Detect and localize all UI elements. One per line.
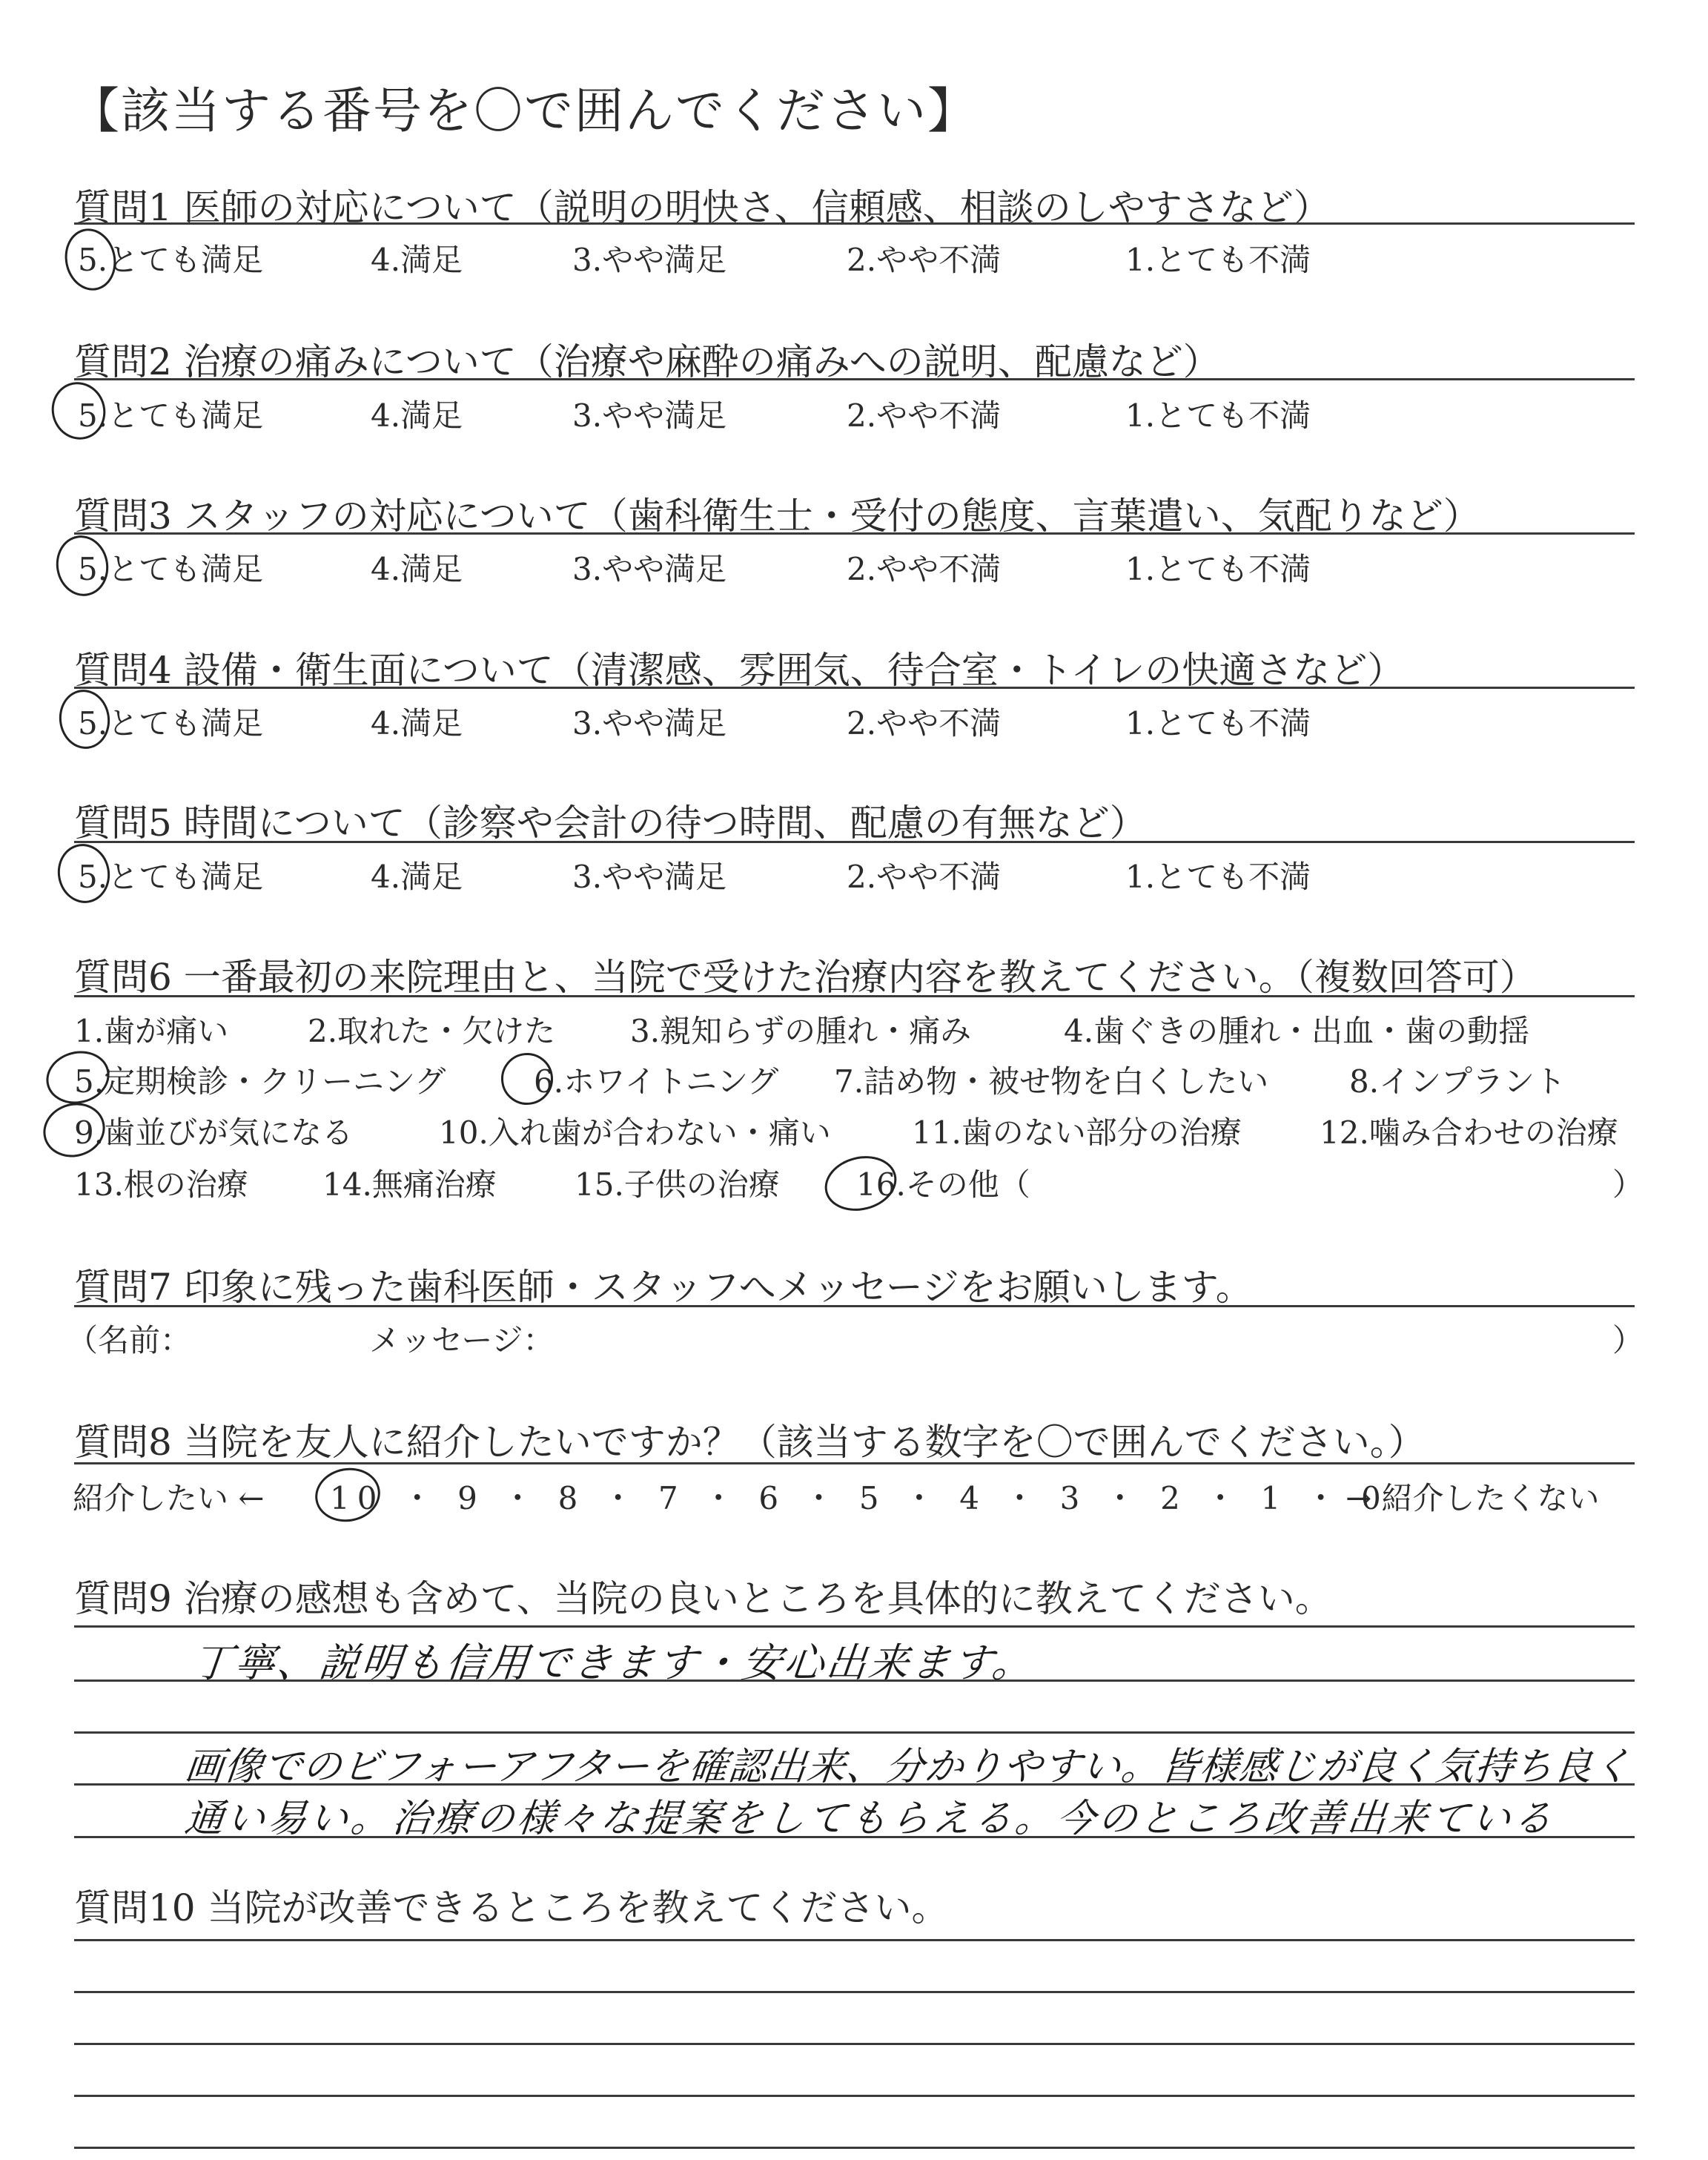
q4-option-3[interactable]: 3.やや満足 bbox=[572, 705, 727, 742]
question-6-rule bbox=[74, 995, 1635, 997]
q6-option-13[interactable]: 13.根の治療 bbox=[74, 1166, 248, 1203]
q1-option-1[interactable]: 1.とても不満 bbox=[1125, 242, 1311, 278]
q6-option-6[interactable]: 6.ホワイトニング bbox=[534, 1063, 779, 1100]
q6-option-2[interactable]: 2.取れた・欠けた bbox=[308, 1013, 556, 1049]
q9-answer-line-1: 丁寧、説明も信用できます・安心出来ます。 bbox=[190, 1639, 1037, 1686]
q6-option-4[interactable]: 4.歯ぐきの腫れ・出血・歯の動揺 bbox=[1064, 1013, 1530, 1049]
q8-left-label: 紹介したい ← bbox=[73, 1480, 265, 1516]
q2-option-4[interactable]: 4.満足 bbox=[371, 397, 463, 434]
q10-rule-2 bbox=[74, 1991, 1635, 1993]
q10-rule-4 bbox=[74, 2095, 1635, 2097]
q1-option-3[interactable]: 3.やや満足 bbox=[572, 242, 727, 278]
q5-option-5[interactable]: 5.とても満足 bbox=[78, 859, 264, 895]
q5-option-3[interactable]: 3.やや満足 bbox=[572, 859, 727, 895]
q9-rule-3 bbox=[74, 1731, 1635, 1734]
question-4-label: 質問4 設備・衛生面について（清潔感、雰囲気、待合室・トイレの快適さなど） bbox=[74, 649, 1405, 692]
q9-answer-line-3: 通い易い。治療の様々な提案をしてもらえる。今のところ改善出来ている bbox=[182, 1797, 1558, 1841]
q6-option-9[interactable]: 9.歯並びが気になる bbox=[74, 1114, 354, 1151]
question-7-rule bbox=[74, 1305, 1635, 1307]
q6-option-12[interactable]: 12.噛み合わせの治療 bbox=[1320, 1114, 1618, 1151]
q8-scale[interactable]: 10 ・ 9 ・ 8 ・ 7 ・ 6 ・ 5 ・ 4 ・ 3 ・ 2 ・ 1 ・ 0 bbox=[330, 1480, 1388, 1516]
q3-option-3[interactable]: 3.やや満足 bbox=[572, 551, 727, 587]
question-9-label: 質問9 治療の感想も含めて、当院の良いところを具体的に教えてください。 bbox=[74, 1577, 1332, 1620]
q3-option-4[interactable]: 4.満足 bbox=[371, 551, 463, 587]
q5-option-2[interactable]: 2.やや不満 bbox=[847, 859, 1002, 895]
q7-name-label: （名前： bbox=[67, 1322, 192, 1358]
q10-rule-3 bbox=[74, 2043, 1635, 2045]
question-8-rule bbox=[74, 1462, 1635, 1464]
q6-option-11[interactable]: 11.歯のない部分の治療 bbox=[912, 1114, 1242, 1151]
q6-option-1[interactable]: 1.歯が痛い bbox=[74, 1013, 229, 1049]
q1-option-2[interactable]: 2.やや不満 bbox=[847, 242, 1002, 278]
q9-rule-1 bbox=[74, 1625, 1635, 1628]
q1-option-4[interactable]: 4.満足 bbox=[371, 242, 463, 278]
q8-right-label: → 紹介したくない bbox=[1345, 1480, 1600, 1516]
q7-message-label: メッセージ： bbox=[369, 1322, 555, 1358]
q2-option-3[interactable]: 3.やや満足 bbox=[572, 397, 727, 434]
question-2-label: 質問2 治療の痛みについて（治療や麻酔の痛みへの説明、配慮など） bbox=[74, 340, 1220, 383]
q2-option-5[interactable]: 5.とても満足 bbox=[78, 397, 264, 434]
page-title: 【該当する番号を〇で囲んでください】 bbox=[70, 82, 978, 139]
q10-rule-1 bbox=[74, 1939, 1635, 1941]
question-10-label: 質問10 当院が改善できるところを教えてください。 bbox=[74, 1886, 949, 1929]
q4-option-2[interactable]: 2.やや不満 bbox=[847, 705, 1002, 742]
q5-option-1[interactable]: 1.とても不満 bbox=[1125, 859, 1311, 895]
question-2-rule bbox=[74, 378, 1635, 380]
question-8-label: 質問8 当院を友人に紹介したいですか？（該当する数字を〇で囲んでください。） bbox=[74, 1421, 1426, 1464]
q6-circle-16 bbox=[819, 1149, 903, 1218]
q4-option-1[interactable]: 1.とても不満 bbox=[1125, 705, 1311, 742]
question-5-label: 質問5 時間について（診察や会計の待つ時間、配慮の有無など） bbox=[74, 802, 1147, 845]
question-4-rule bbox=[74, 687, 1635, 689]
question-5-rule bbox=[74, 841, 1635, 843]
q2-option-2[interactable]: 2.やや不満 bbox=[847, 397, 1002, 434]
q3-option-1[interactable]: 1.とても不満 bbox=[1125, 551, 1311, 587]
q6-circle-9 bbox=[37, 1096, 112, 1164]
q6-option-8[interactable]: 8.インプラント bbox=[1349, 1063, 1566, 1100]
q1-selected-circle bbox=[59, 224, 122, 295]
q3-option-2[interactable]: 2.やや不満 bbox=[847, 551, 1002, 587]
q6-option-16[interactable]: 16.その他（ bbox=[856, 1166, 1030, 1203]
q3-selected-circle bbox=[51, 532, 113, 601]
q4-option-4[interactable]: 4.満足 bbox=[371, 705, 463, 742]
q6-option-5[interactable]: 5.定期検診・クリーニング bbox=[74, 1063, 446, 1100]
q10-rule-5 bbox=[74, 2147, 1635, 2149]
q9-answer-line-2: 画像でのビフォーアフターを確認出来、分かりやすい。皆様感じが良く気持ち良く bbox=[182, 1745, 1635, 1789]
question-3-label: 質問3 スタッフの対応について（歯科衛生士・受付の態度、言葉遣い、気配りなど） bbox=[74, 495, 1480, 538]
q7-close-paren: ） bbox=[1612, 1322, 1644, 1358]
question-6-label: 質問6 一番最初の来院理由と、当院で受けた治療内容を教えてください。（複数回答可） bbox=[74, 956, 1537, 999]
q5-option-4[interactable]: 4.満足 bbox=[371, 859, 463, 895]
q6-option-10[interactable]: 10.入れ歯が合わない・痛い bbox=[439, 1114, 831, 1151]
question-1-rule bbox=[74, 222, 1635, 225]
question-1-label: 質問1 医師の対応について（説明の明快さ、信頼感、相談のしやすさなど） bbox=[74, 186, 1331, 229]
question-3-rule bbox=[74, 532, 1635, 535]
q6-option-15[interactable]: 15.子供の治療 bbox=[575, 1166, 780, 1203]
q6-option-3[interactable]: 3.親知らずの腫れ・痛み bbox=[630, 1013, 972, 1049]
q3-option-5[interactable]: 5.とても満足 bbox=[78, 551, 264, 587]
q2-option-1[interactable]: 1.とても不満 bbox=[1125, 397, 1311, 434]
q6-other-close-paren: ） bbox=[1612, 1166, 1644, 1203]
question-7-label: 質問7 印象に残った歯科医師・スタッフへメッセージをお願いします。 bbox=[74, 1266, 1253, 1309]
q6-option-7[interactable]: 7.詰め物・被せ物を白くしたい bbox=[834, 1063, 1269, 1100]
q6-option-14[interactable]: 14.無痛治療 bbox=[322, 1166, 497, 1203]
q1-option-5[interactable]: 5.とても満足 bbox=[78, 242, 264, 278]
q4-option-5[interactable]: 5.とても満足 bbox=[78, 705, 264, 742]
